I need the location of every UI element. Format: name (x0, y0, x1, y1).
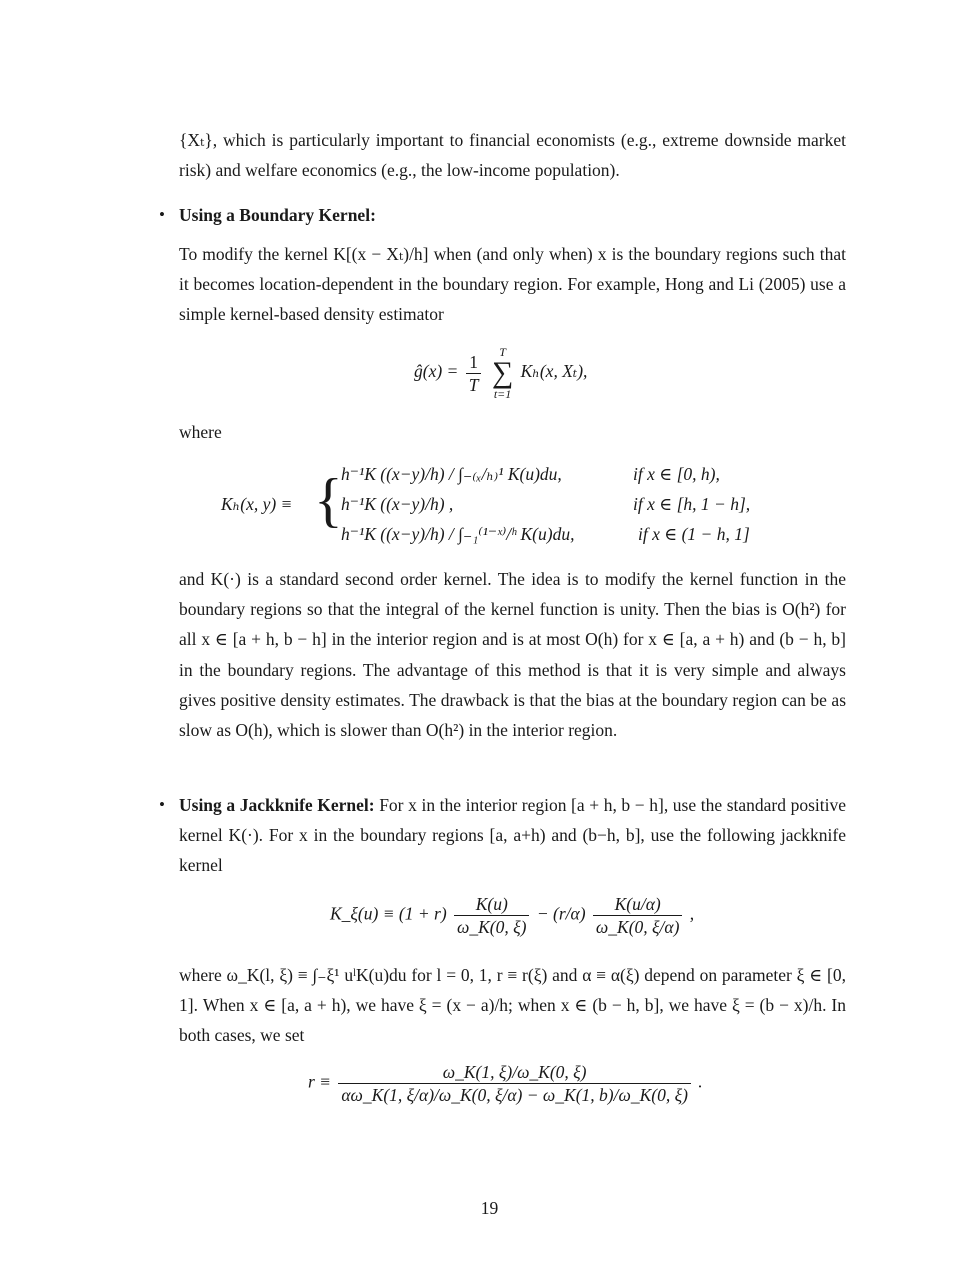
eq3-f2-denominator: ω_K(0, ξ/α) (593, 915, 682, 938)
sigma-symbol: ∑ (491, 356, 514, 389)
eq3-lhs: K_ξ(u) ≡ (1 + r) (330, 903, 447, 924)
eq3-f1-denominator: ω_K(0, ξ) (454, 915, 529, 938)
eq1-lhs: ĝ(x) = (414, 361, 459, 382)
eq4-end: . (698, 1071, 703, 1092)
equation-r-definition (308, 1061, 703, 1106)
paragraph-omega-definition: where ω_K(l, ξ) ≡ ∫₋ξ¹ uˡK(u)du for l = 0, 1, r ≡ r(ξ) and α ≡ α(ξ) depend on parameter ξ ∈ [0, 1]. When x ∈ [a, a + h), we have ξ = (x − a)/h; when x ∈ (b − h, b], we have ξ = (b − x)/h. In both cases, we set (179, 965, 846, 1046)
eq2-lhs: Kₕ(x, y) ≡ (221, 494, 293, 514)
eq3-end: , (689, 903, 695, 924)
eq2-row3-condition: if x ∈ (1 − h, 1] (638, 524, 750, 544)
eq3-fraction-1 (454, 893, 529, 938)
paragraph-boundary-kernel: To modify the kernel K[(x − Xₜ)/h] when (and only when) x is the boundary regions such that it becomes location-dependent in the boundary region. For example, Hong and Li (2005) use a simple kernel-based density estimator (179, 244, 846, 325)
page-number: 19 (480, 1198, 499, 1218)
eq2-row3: h⁻¹K ((x−y)/h) / ∫₋₁⁽¹⁻ˣ⁾/ʰ K(u)du, (341, 524, 575, 544)
eq2-row2-condition: if x ∈ [h, 1 − h], (633, 494, 751, 514)
eq4-numerator: ω_K(1, ξ)/ω_K(0, ξ) (442, 1062, 587, 1082)
paragraph-jackknife (179, 790, 846, 881)
eq1-body: Kₕ(x, Xₜ), (520, 361, 588, 382)
eq3-f2-numerator: K(u/α) (614, 894, 661, 914)
eq3-middle: − (r/α) (536, 903, 586, 924)
eq4-denominator: αω_K(1, ξ/α)/ω_K(0, ξ/α) − ω_K(1, b)/ω_K(0, ξ) (338, 1083, 691, 1106)
equation-density-estimator (414, 345, 587, 401)
bullet-heading-jackknife-kernel: Using a Jackknife Kernel: (179, 795, 375, 815)
eq1-summation (492, 345, 513, 401)
eq1-numerator: 1 (469, 351, 478, 372)
paragraph-boundary-discussion: and K(·) is a standard second order kernel. The idea is to modify the kernel function in the boundary regions so that the integral of the kernel function is unity. Then the bias is O(h²) for all x ∈ [a + h, b − h] in the interior region and is at most O(h) for x ∈ [a, a + h) and (b − h, b] in the boundary regions. The advantage of this method is that it is very simple and always gives positive density estimates. The drawback is that the bias at the boundary region can be as slow as O(h), which is slower than O(h²) in the interior region. (179, 569, 846, 741)
eq3-f1-numerator: K(u) (475, 894, 508, 914)
paragraph-where: where (179, 422, 222, 442)
equation-jackknife-kernel (330, 893, 694, 938)
paragraph-intro: {Xₜ}, which is particularly important to financial economists (e.g., extreme downside market risk) and welfare economics (e.g., the low-income population). (179, 130, 846, 181)
bullet-marker: • (159, 205, 165, 224)
eq3-fraction-2 (593, 893, 682, 938)
eq2-row1-condition: if x ∈ [0, h), (633, 464, 720, 484)
left-brace: { (314, 467, 343, 533)
bullet-heading-boundary-kernel: Using a Boundary Kernel: (179, 205, 376, 225)
eq1-sum-top: T (499, 345, 506, 359)
eq2-row1: h⁻¹K ((x−y)/h) / ∫₋₍ₓ/ₕ₎¹ K(u)du, (341, 464, 562, 484)
eq1-fraction (466, 351, 482, 396)
eq4-lhs: r ≡ (308, 1071, 331, 1092)
eq1-denominator: T (466, 373, 482, 396)
eq2-row2: h⁻¹K ((x−y)/h) , (341, 494, 454, 514)
eq1-sum-bottom: t=1 (493, 387, 512, 401)
jackknife-text: For x in the interior region [a + h, b − h], use the standard positive kernel K(·). For x in the boundary regions [a, a+h) and (b−h, b], use the following jackknife kernel (179, 795, 846, 876)
eq4-fraction (338, 1061, 691, 1106)
bullet-marker: • (159, 795, 165, 814)
